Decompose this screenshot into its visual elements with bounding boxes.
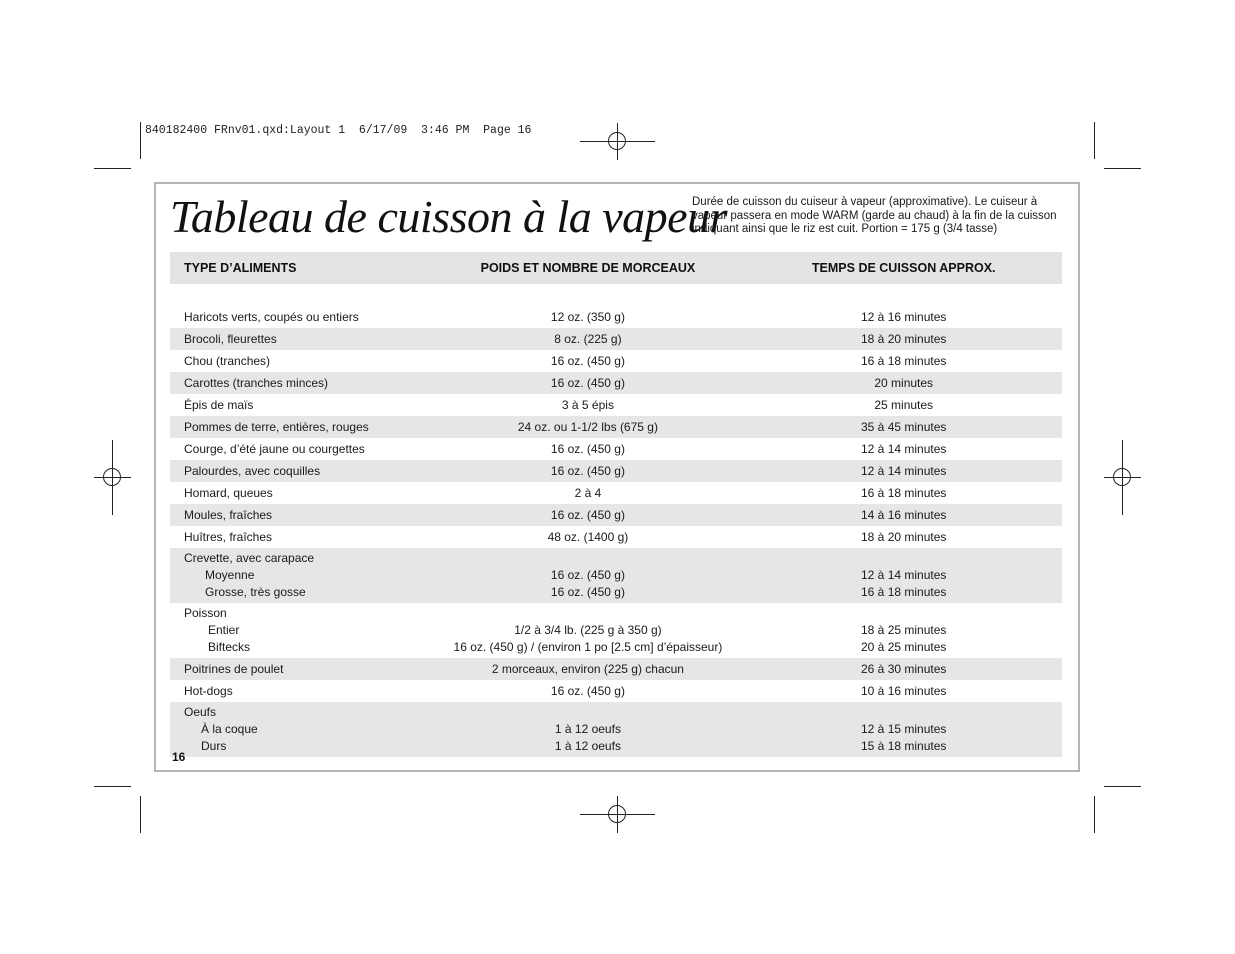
food-cell: Brocoli, fleurettes bbox=[170, 328, 430, 350]
food-sub-item: Durs bbox=[201, 739, 227, 753]
weight-sub-value: 16 oz. (450 g) bbox=[550, 568, 625, 582]
food-cell bbox=[170, 548, 430, 603]
steam-cooking-table bbox=[170, 252, 1062, 757]
weight-sub-value: 16 oz. (450 g) / (environ 1 po [2.5 cm] d’épaisseur) bbox=[453, 640, 723, 654]
time-sub-value: 15 à 18 minutes bbox=[861, 739, 947, 753]
time-sub-value: 16 à 18 minutes bbox=[861, 585, 947, 599]
crop-mark bbox=[140, 796, 141, 833]
crop-mark bbox=[94, 786, 131, 787]
time-cell: 20 minutes bbox=[745, 372, 1062, 394]
table-row bbox=[170, 306, 1062, 328]
weight-sub-value: 1/2 à 3/4 lb. (225 g à 350 g) bbox=[514, 623, 662, 637]
time-sub-value: 18 à 25 minutes bbox=[861, 623, 947, 637]
time-cell: 26 à 30 minutes bbox=[745, 658, 1062, 680]
crop-mark bbox=[1104, 786, 1141, 787]
crop-mark bbox=[1094, 796, 1095, 833]
registration-circle bbox=[608, 805, 626, 823]
time-sub-value: 12 à 14 minutes bbox=[861, 568, 947, 582]
food-cell: Épis de maïs bbox=[184, 397, 254, 412]
crop-mark bbox=[1094, 122, 1095, 159]
weight-cell: 16 oz. (450 g) bbox=[430, 460, 745, 482]
food-cell: Pommes de terre, entières, rouges bbox=[170, 416, 430, 438]
food-cell bbox=[170, 702, 430, 757]
table-row bbox=[170, 658, 1062, 680]
time-cell: 12 à 14 minutes bbox=[745, 460, 1062, 482]
food-sub-item: Moyenne bbox=[205, 568, 255, 582]
food-cell: Chou (tranches) bbox=[184, 353, 271, 368]
weight-cell: 3 à 5 épis bbox=[561, 397, 614, 412]
intro-text: Durée de cuisson du cuiseur à vapeur (approximative). Le cuiseur à vapeur passera en mode WARM (garde au chaud) à la fin de la cuisson indiquant ainsi que le riz est cuit. Portion = 175 g (3/4 tasse) bbox=[692, 196, 1057, 235]
table-row bbox=[170, 526, 1062, 548]
weight-cell: 16 oz. (450 g) bbox=[550, 441, 625, 456]
time-cell: 14 à 16 minutes bbox=[745, 504, 1062, 526]
weight-cell: 8 oz. (225 g) bbox=[430, 328, 745, 350]
weight-cell: 16 oz. (450 g) bbox=[430, 372, 745, 394]
time-cell bbox=[745, 548, 1062, 603]
time-cell: 12 à 14 minutes bbox=[861, 441, 947, 456]
weight-cell: 24 oz. ou 1-1/2 lbs (675 g) bbox=[430, 416, 745, 438]
time-sub-value: 12 à 15 minutes bbox=[861, 722, 947, 736]
food-cell: Homard, queues bbox=[184, 485, 273, 500]
table-row-group-fish bbox=[170, 603, 1062, 658]
food-group-label: Crevette, avec carapace bbox=[184, 551, 315, 565]
crop-mark bbox=[94, 168, 131, 169]
weight-sub-value: 1 à 12 oeufs bbox=[554, 739, 621, 753]
food-cell: Poitrines de poulet bbox=[170, 658, 430, 680]
food-cell bbox=[170, 603, 430, 658]
weight-sub-value: 1 à 12 oeufs bbox=[554, 722, 621, 736]
table-row bbox=[170, 394, 1062, 416]
time-cell bbox=[745, 702, 1062, 757]
weight-cell: 2 à 4 bbox=[574, 485, 602, 500]
table-row-group-eggs bbox=[170, 702, 1062, 757]
registration-circle bbox=[103, 468, 121, 486]
table-header-row bbox=[170, 252, 1062, 284]
food-sub-item: Entier bbox=[208, 623, 240, 637]
registration-circle bbox=[1113, 468, 1131, 486]
food-cell: Haricots verts, coupés ou entiers bbox=[184, 309, 359, 324]
time-cell: 18 à 20 minutes bbox=[861, 529, 947, 544]
table-row bbox=[170, 416, 1062, 438]
crop-mark bbox=[1104, 168, 1141, 169]
table-row bbox=[170, 328, 1062, 350]
weight-cell: 48 oz. (1400 g) bbox=[547, 529, 629, 544]
table-row bbox=[170, 482, 1062, 504]
table-row bbox=[170, 680, 1062, 702]
food-cell: Moules, fraîches bbox=[170, 504, 430, 526]
time-cell: 18 à 20 minutes bbox=[745, 328, 1062, 350]
crop-mark bbox=[140, 122, 141, 159]
weight-cell: 2 morceaux, environ (225 g) chacun bbox=[430, 658, 745, 680]
registration-circle bbox=[608, 132, 626, 150]
weight-cell: 16 oz. (450 g) bbox=[430, 504, 745, 526]
header-weight: POIDS ET NOMBRE DE MORCEAUX bbox=[430, 252, 745, 284]
food-group-label: Poisson bbox=[184, 606, 227, 620]
food-sub-item: À la coque bbox=[201, 722, 258, 736]
weight-cell bbox=[430, 603, 745, 658]
time-cell: 10 à 16 minutes bbox=[861, 683, 947, 698]
food-sub-item: Biftecks bbox=[208, 640, 251, 654]
time-cell: 16 à 18 minutes bbox=[861, 353, 947, 368]
weight-cell bbox=[430, 548, 745, 603]
food-cell: Palourdes, avec coquilles bbox=[170, 460, 430, 482]
food-group-label: Oeufs bbox=[184, 705, 217, 719]
table-row bbox=[170, 504, 1062, 526]
printer-slug: 840182400 FRnv01.qxd:Layout 1 6/17/09 3:46 PM Page 16 bbox=[145, 124, 532, 137]
document-page bbox=[154, 182, 1080, 772]
header-food-type: TYPE D’ALIMENTS bbox=[170, 252, 430, 284]
food-cell: Carottes (tranches minces) bbox=[170, 372, 430, 394]
weight-sub-value: 16 oz. (450 g) bbox=[550, 585, 625, 599]
food-sub-item: Grosse, très gosse bbox=[205, 585, 306, 599]
food-cell: Courge, d’été jaune ou courgettes bbox=[184, 441, 365, 456]
table-row bbox=[170, 350, 1062, 372]
time-cell: 25 minutes bbox=[874, 397, 934, 412]
table-row-group-shrimp bbox=[170, 548, 1062, 603]
table-row bbox=[170, 372, 1062, 394]
page-title: Tableau de cuisson à la vapeur bbox=[170, 191, 727, 242]
food-cell: Huîtres, fraîches bbox=[184, 529, 273, 544]
header-time: TEMPS DE CUISSON APPROX. bbox=[745, 252, 1062, 284]
time-cell: 35 à 45 minutes bbox=[745, 416, 1062, 438]
weight-cell: 12 oz. (350 g) bbox=[550, 309, 625, 324]
table-row bbox=[170, 460, 1062, 482]
time-cell bbox=[745, 603, 1062, 658]
time-cell: 12 à 16 minutes bbox=[861, 309, 947, 324]
weight-cell: 16 oz. (450 g) bbox=[550, 683, 625, 698]
page-number: 16 bbox=[172, 750, 186, 764]
time-sub-value: 20 à 25 minutes bbox=[861, 640, 947, 654]
weight-cell bbox=[430, 702, 745, 757]
table-row bbox=[170, 438, 1062, 460]
weight-cell: 16 oz. (450 g) bbox=[550, 353, 625, 368]
time-cell: 16 à 18 minutes bbox=[861, 485, 947, 500]
food-cell: Hot-dogs bbox=[184, 683, 233, 698]
